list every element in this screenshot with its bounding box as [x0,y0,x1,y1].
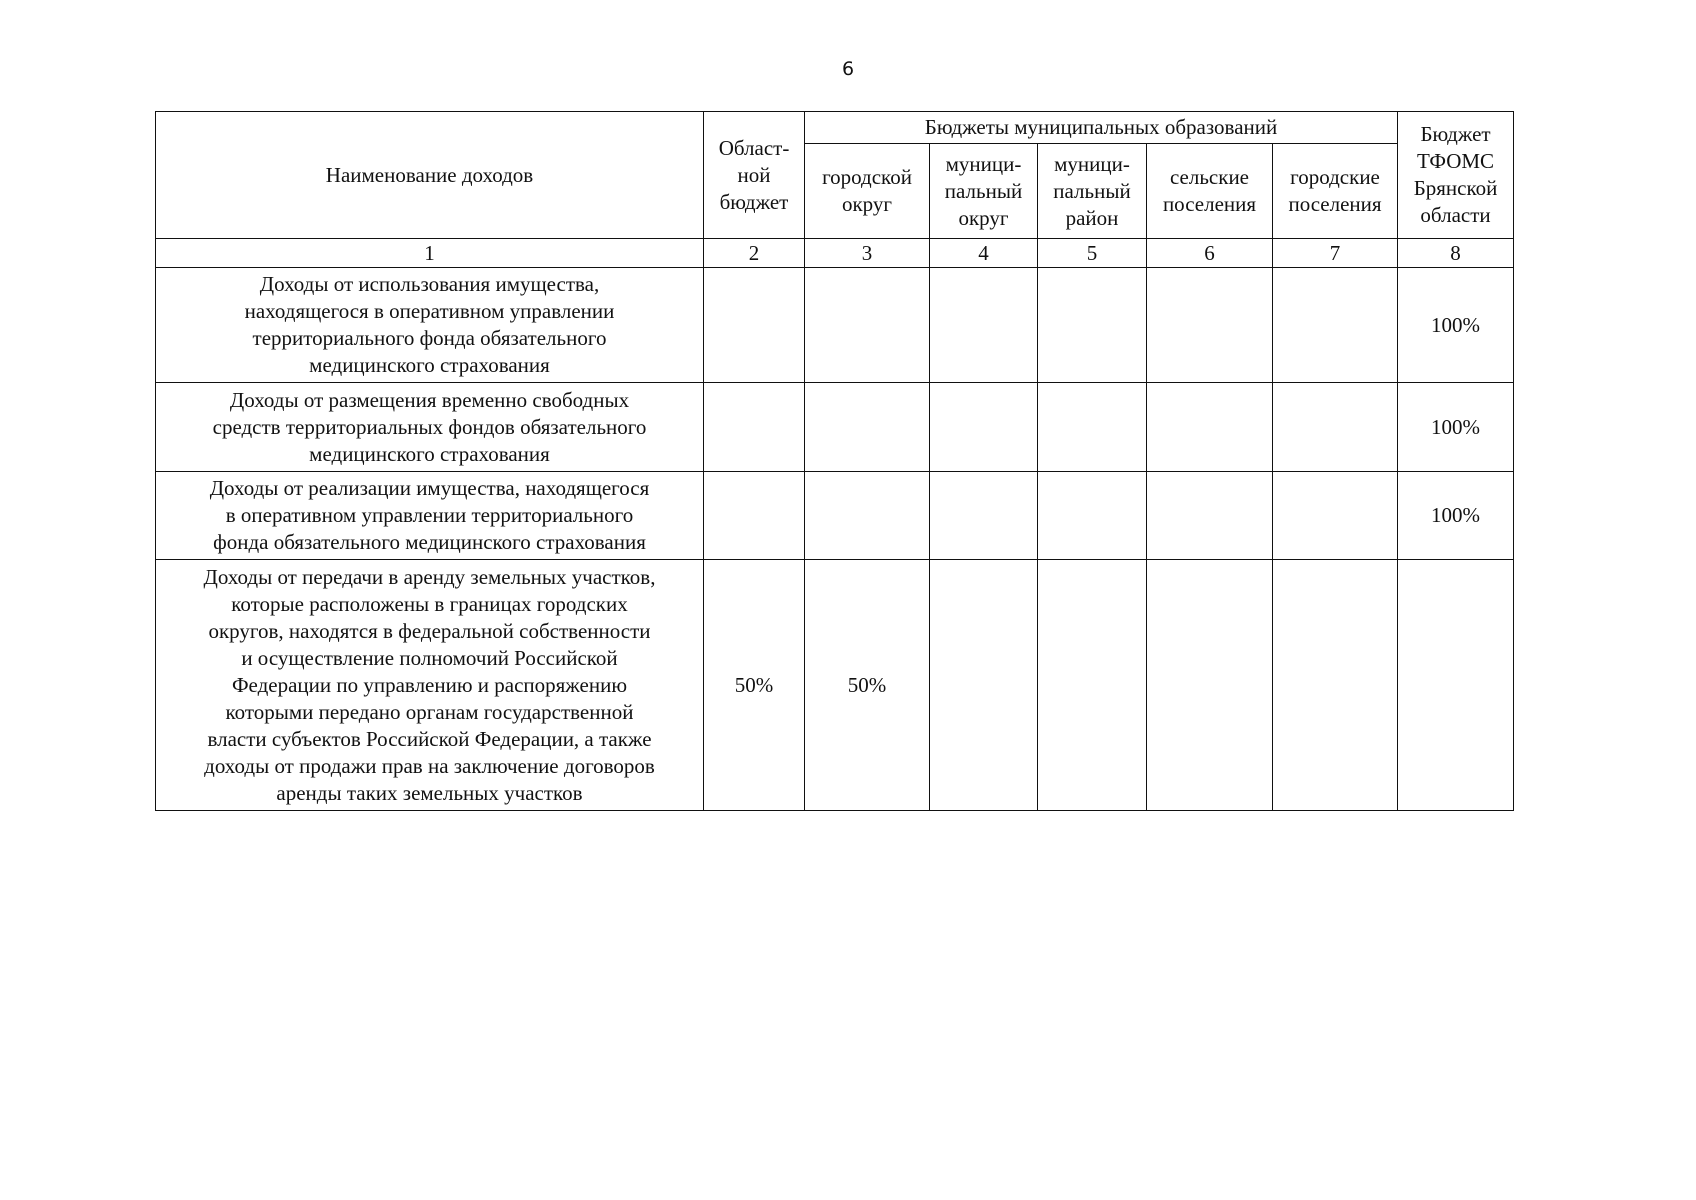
value-cell [805,472,930,560]
value-cell [1273,268,1398,383]
value-cell: 100% [1398,383,1514,472]
value-cell [704,383,805,472]
value-cell [930,560,1038,811]
header-city-district: городской округ [805,144,930,239]
page-number: 6 [841,58,855,80]
column-number: 5 [1038,239,1147,268]
revenue-name: Доходы от размещения временно свободных средств территориальных фондов обязательного медицинского страхования [156,383,704,472]
header-municipal-okrug: муници- пальный округ [930,144,1038,239]
value-cell: 50% [704,560,805,811]
table-row [156,560,1514,811]
value-cell [805,383,930,472]
value-cell [1147,268,1273,383]
revenue-name: Доходы от реализации имущества, находящегося в оперативном управлении территориального фонда обязательного медицинского страхования [156,472,704,560]
header-rural-settlements: сельские поселения [1147,144,1273,239]
revenue-distribution-table [155,111,1514,811]
value-cell [1038,268,1147,383]
table-row [156,383,1514,472]
value-cell: 100% [1398,472,1514,560]
value-cell [1147,383,1273,472]
value-cell [1038,383,1147,472]
column-number: 4 [930,239,1038,268]
column-number: 2 [704,239,805,268]
value-cell [1038,472,1147,560]
header-tfoms-budget: Бюджет ТФОМС Брянской области [1398,112,1514,239]
column-number: 8 [1398,239,1514,268]
value-cell: 50% [805,560,930,811]
table-row [156,268,1514,383]
value-cell [704,472,805,560]
header-regional-budget: Област- ной бюджет [704,112,805,239]
value-cell [930,383,1038,472]
value-cell [1273,472,1398,560]
revenue-name: Доходы от передачи в аренду земельных участков, которые расположены в границах городских округов, находятся в федеральной собственности и осуществление полномочий Российской Федерации по управлению и распоряжению которыми передано органам государственной власти субъектов Российской Федерации, а также доходы от продажи прав на заключение договоров аренды таких земельных участков [156,560,704,811]
value-cell [1038,560,1147,811]
column-number: 1 [156,239,704,268]
value-cell [930,268,1038,383]
header-urban-settlements: городские поселения [1273,144,1398,239]
revenue-name: Доходы от использования имущества, находящегося в оперативном управлении территориального фонда обязательного медицинского страхования [156,268,704,383]
column-number: 3 [805,239,930,268]
column-number: 7 [1273,239,1398,268]
value-cell [930,472,1038,560]
header-municipal-district: муници- пальный район [1038,144,1147,239]
table-row [156,472,1514,560]
column-number-row [156,239,1514,268]
column-number: 6 [1147,239,1273,268]
header-row-1 [156,112,1514,144]
value-cell [1273,383,1398,472]
value-cell [1147,472,1273,560]
value-cell [1147,560,1273,811]
value-cell [704,268,805,383]
value-cell: 100% [1398,268,1514,383]
header-revenue-name: Наименование доходов [156,112,704,239]
value-cell [805,268,930,383]
header-municipal-budgets: Бюджеты муниципальных образований [805,112,1398,144]
value-cell [1398,560,1514,811]
value-cell [1273,560,1398,811]
